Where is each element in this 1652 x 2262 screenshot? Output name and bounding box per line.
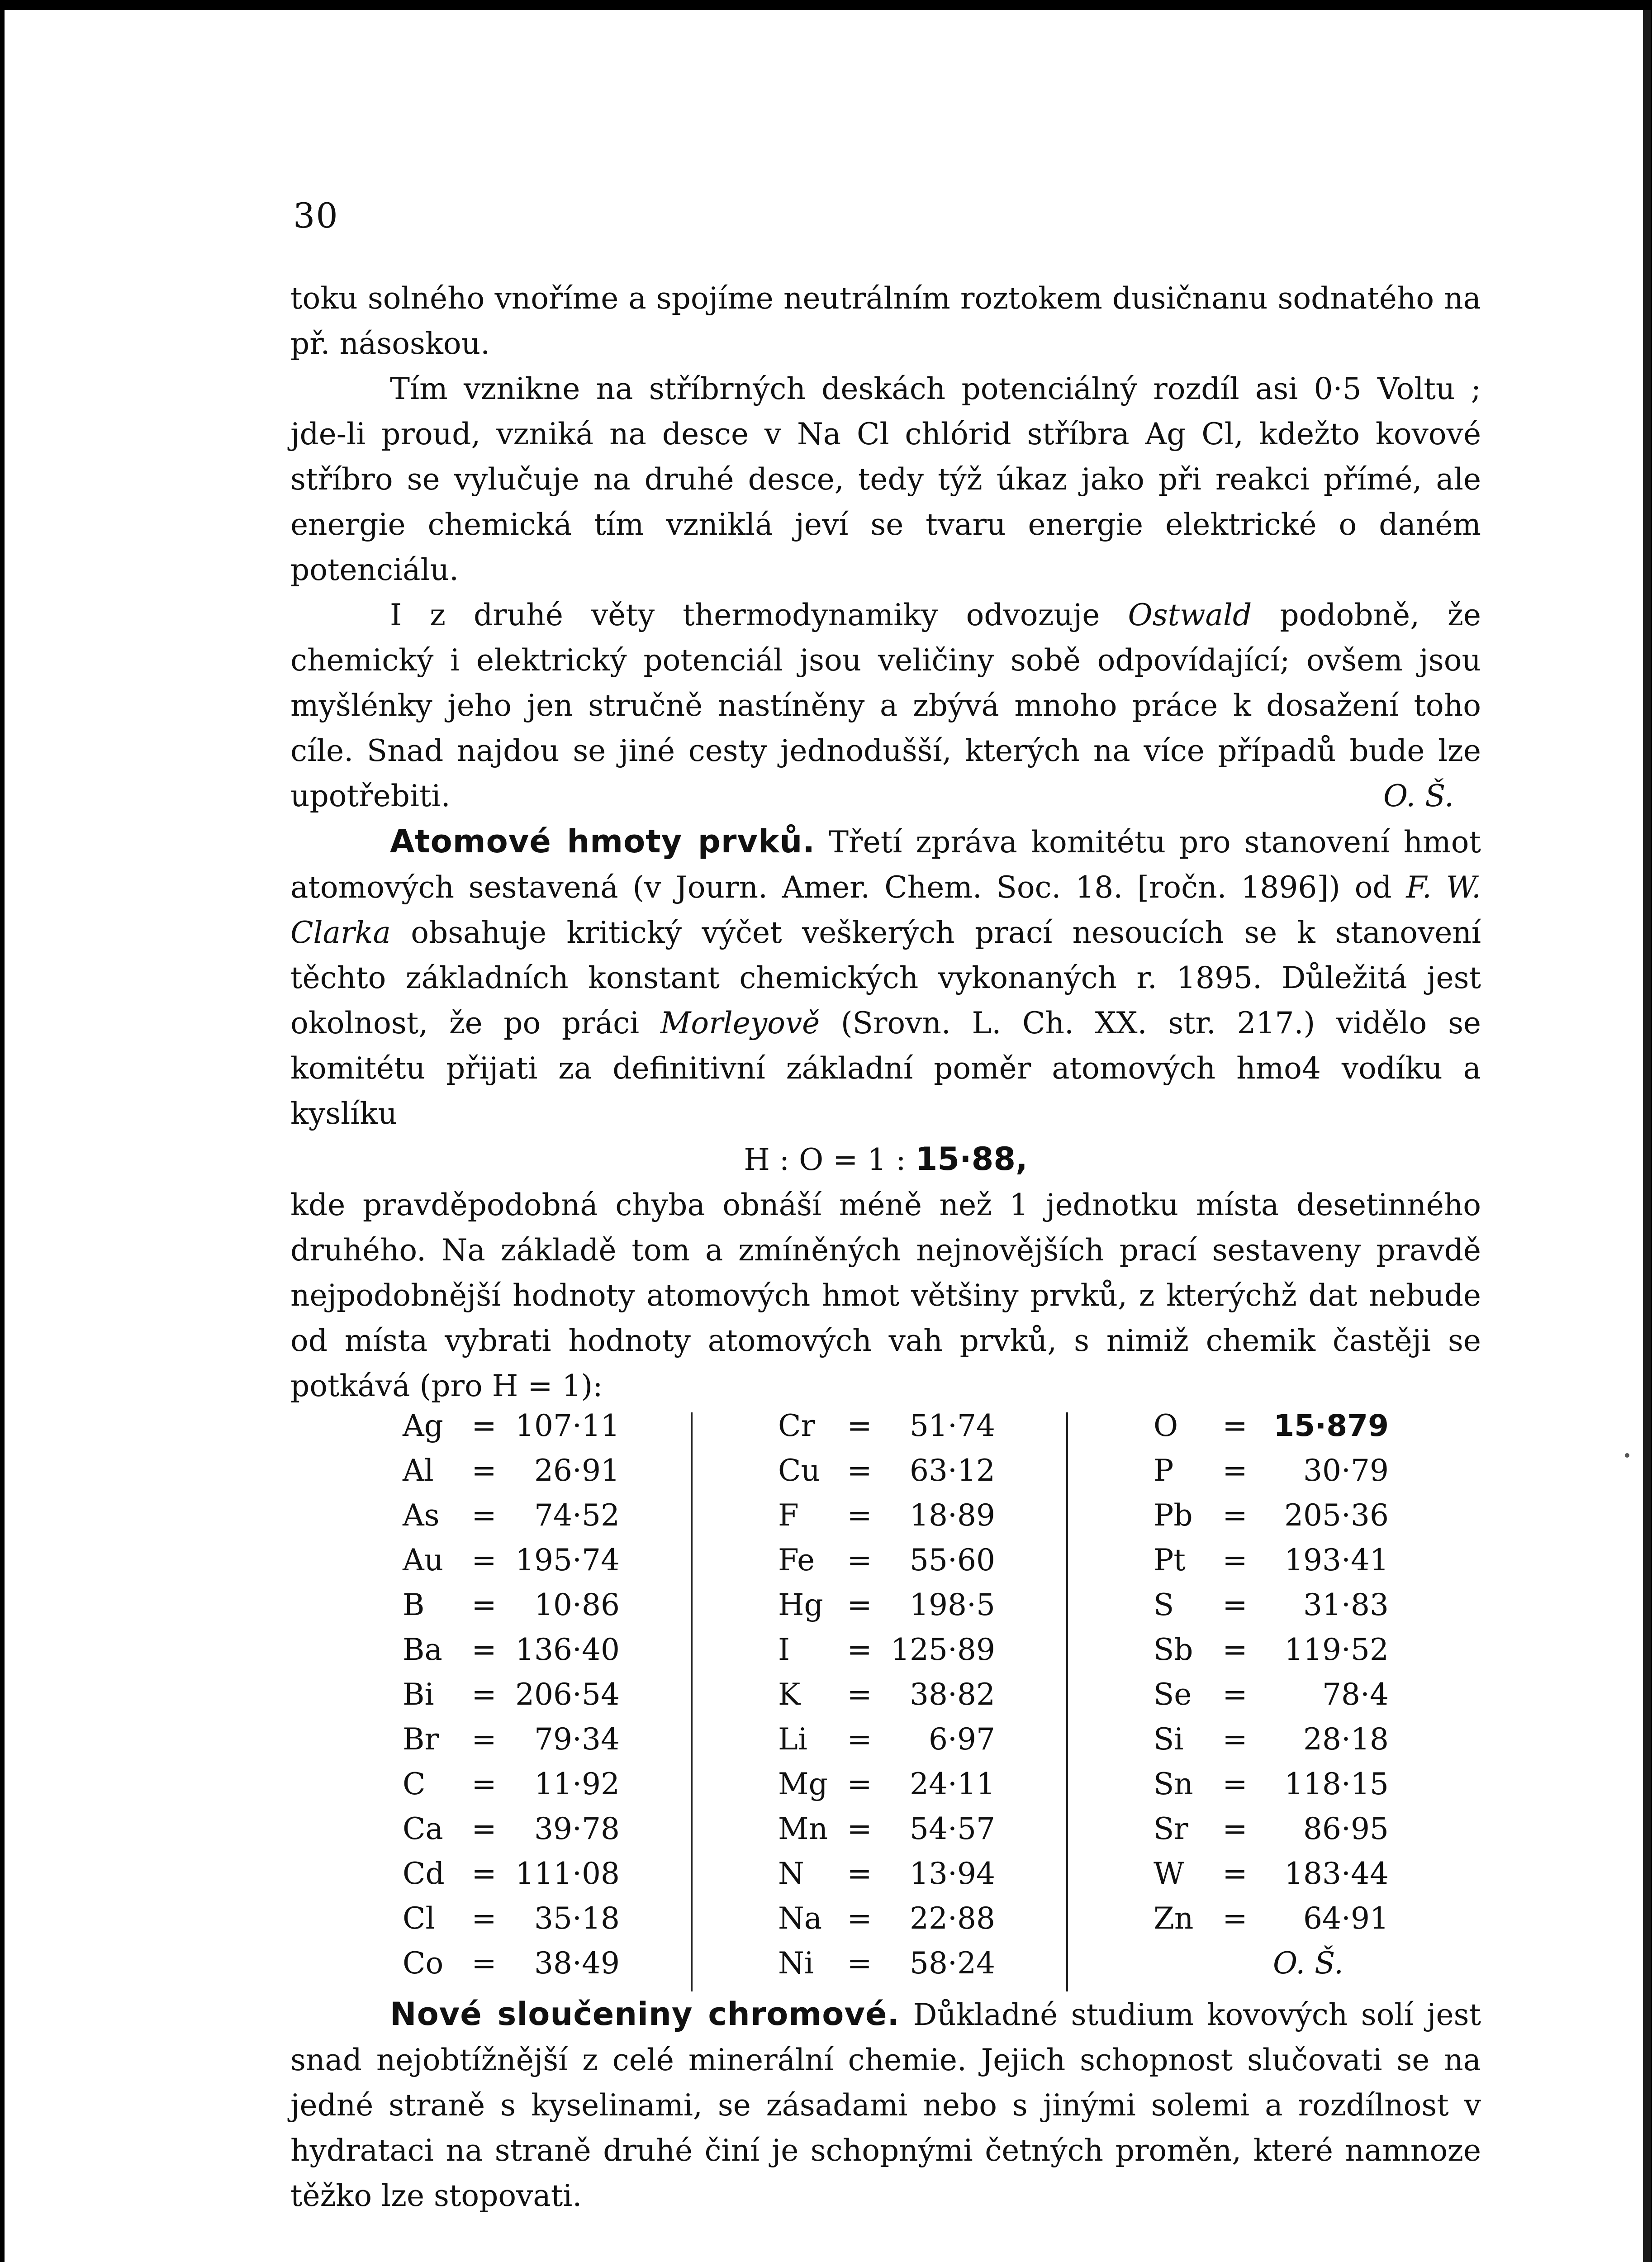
equals-sign: = xyxy=(471,1946,497,1981)
element-symbol: Al xyxy=(403,1453,434,1488)
element-symbol: Bi xyxy=(403,1677,434,1712)
signature-2: O. Š. xyxy=(1272,1946,1343,1981)
author-morley: Morleyově xyxy=(660,1006,820,1041)
section-chromium xyxy=(290,1991,1481,2219)
table-row xyxy=(403,1493,638,1538)
element-symbol: Sr xyxy=(1154,1811,1188,1846)
element-symbol: Cl xyxy=(403,1901,435,1936)
equals-sign: = xyxy=(847,1722,872,1757)
table-row xyxy=(403,1448,638,1493)
page-number: 30 xyxy=(293,195,339,236)
equals-sign: = xyxy=(1222,1722,1248,1757)
element-symbol: Se xyxy=(1154,1677,1192,1712)
equals-sign: = xyxy=(847,1901,872,1936)
atomic-weight-value: 78·4 xyxy=(1322,1677,1389,1712)
section-chromium-paragraph xyxy=(290,1991,1481,2219)
element-symbol: W xyxy=(1154,1856,1184,1891)
table-row xyxy=(1154,1493,1407,1538)
table-row xyxy=(778,1448,1013,1493)
table-column-1 xyxy=(403,1403,638,1986)
element-symbol: Au xyxy=(403,1543,444,1578)
atomic-weight-value: 39·78 xyxy=(534,1811,620,1846)
equals-sign: = xyxy=(471,1767,497,1801)
element-symbol: N xyxy=(778,1856,804,1891)
atomic-weight-value: 206·54 xyxy=(515,1677,620,1712)
paragraph-3-text-a: I z druhé věty thermodynamiky odvozuje xyxy=(390,598,1100,632)
table-row xyxy=(778,1538,1013,1582)
section-heading-atomic-weights: Atomové hmoty prvků. xyxy=(390,823,815,860)
equals-sign: = xyxy=(847,1677,872,1712)
atomic-weight-value: 35·18 xyxy=(534,1901,620,1936)
table-row xyxy=(403,1851,638,1896)
equals-sign: = xyxy=(847,1767,872,1801)
atomic-weight-value: 198·5 xyxy=(910,1587,995,1622)
element-symbol: Pt xyxy=(1154,1543,1186,1578)
atomic-weight-value: 79·34 xyxy=(534,1722,620,1757)
paragraph-3-text-b: podobně, že chemický i elektrický potenciál jsou veličiny sobě odpovídající; ovšem jsou myšlénky jeho jen stručně nastíněny a zbývá mnoho práce k dosažení toho cíle. Snad najdou se jiné cesty jednodušší, kterých na více případů bude lze upotřebiti. xyxy=(290,598,1481,813)
atomic-weight-value: 31·83 xyxy=(1303,1587,1389,1622)
atomic-weight-value: 193·41 xyxy=(1284,1543,1389,1578)
section1-text-b: obsahuje kritický výčet veškerých prací nesoucích se k stanovení těchto základních konstant chemických vykonaných r. 1895. Důležitá jest okolnost, že po práci xyxy=(290,915,1481,1041)
element-symbol: Li xyxy=(778,1722,807,1757)
element-symbol: Ba xyxy=(403,1632,442,1667)
atomic-weight-value: 6·97 xyxy=(929,1722,995,1757)
element-symbol: Cd xyxy=(403,1856,445,1891)
equals-sign: = xyxy=(471,1632,497,1667)
element-symbol: Ag xyxy=(403,1408,443,1443)
column-divider xyxy=(691,1412,693,1991)
atomic-weight-value: 10·86 xyxy=(534,1587,620,1622)
atomic-weight-value: 15·879 xyxy=(1273,1408,1389,1443)
atomic-weight-value: 28·18 xyxy=(1303,1722,1389,1757)
atomic-weight-value: 205·36 xyxy=(1284,1498,1389,1533)
equals-sign: = xyxy=(471,1453,497,1488)
element-symbol: Mg xyxy=(778,1767,828,1801)
signature-1: O. Š. xyxy=(1383,779,1454,813)
equals-sign: = xyxy=(471,1856,497,1891)
atomic-weight-value: 118·15 xyxy=(1284,1767,1389,1801)
table-row xyxy=(778,1941,1013,1986)
table-row xyxy=(403,1806,638,1851)
atomic-weight-value: 111·08 xyxy=(515,1856,620,1891)
table-column-2 xyxy=(778,1403,1013,1986)
author-clark: F. W. Clarka xyxy=(290,870,1481,950)
scanned-page xyxy=(5,10,1651,2262)
equals-sign: = xyxy=(471,1543,497,1578)
element-symbol: C xyxy=(403,1767,426,1801)
equals-sign: = xyxy=(847,1408,872,1443)
element-symbol: Na xyxy=(778,1901,822,1936)
table-row xyxy=(778,1762,1013,1806)
equals-sign: = xyxy=(471,1722,497,1757)
atomic-weight-value: 125·89 xyxy=(891,1632,995,1667)
element-symbol: Ca xyxy=(403,1811,443,1846)
table-row xyxy=(1154,1762,1407,1806)
table-row xyxy=(1154,1717,1407,1762)
equals-sign: = xyxy=(1222,1901,1248,1936)
atomic-weight-value: 183·44 xyxy=(1284,1856,1389,1891)
atomic-weight-value: 26·91 xyxy=(534,1453,620,1488)
table-row xyxy=(778,1627,1013,1672)
atomic-weight-value: 119·52 xyxy=(1284,1632,1389,1667)
section1-text-d: kde pravděpodobná chyba obnáší méně než 1 jednotku místa desetinného druhého. Na základě tom a zmíněných nejnovějších prací sestaveny pravdě nejpodobnější hodnoty atomových hmot většiny prvků, z kterýchž dat nebude od místa vybrati hodnoty atomových vah prvků, s nimiž chemik častěji se potkává (pro H = 1): xyxy=(290,1188,1481,1403)
table-row xyxy=(778,1403,1013,1448)
equals-sign: = xyxy=(471,1811,497,1846)
table-row xyxy=(778,1582,1013,1627)
atomic-weight-value: 107·11 xyxy=(515,1408,620,1443)
table-row xyxy=(1154,1448,1407,1493)
atomic-weight-value: 38·49 xyxy=(534,1946,620,1981)
atomic-weights-table xyxy=(394,1403,1434,1987)
atomic-weight-value: 38·82 xyxy=(910,1677,995,1712)
paragraph-1: toku solného vnoříme a spojíme neutrálním roztokem dusičnanu sodnatého na př. násoskou. xyxy=(290,281,1481,361)
equals-sign: = xyxy=(471,1498,497,1533)
paragraph-2: Tím vznikne na stříbrných deskách potenciálný rozdíl asi 0·5 Voltu ; jde-li proud, vzniká na desce v Na Cl chlórid stříbra Ag Cl, kdežto kovové stříbro se vylučuje na druhé desce, tedy týž úkaz jako při reakci přímé, ale energie chemická tím vzniklá jeví se tvaru energie elektrické o daném potenciálu. xyxy=(290,371,1481,587)
equals-sign: = xyxy=(1222,1677,1248,1712)
element-symbol: Br xyxy=(403,1722,439,1757)
atomic-weight-value: 24·11 xyxy=(910,1767,995,1801)
element-symbol: As xyxy=(403,1498,440,1533)
table-column-3 xyxy=(1154,1403,1407,1986)
atomic-weight-value: 58·24 xyxy=(910,1946,995,1981)
element-symbol: Mn xyxy=(778,1811,828,1846)
section1-text-a: Třetí zpráva komitétu pro stanovení hmot atomových sestavená (v Journ. Amer. Chem. Soc. 18. [ročn. 1896]) od xyxy=(290,825,1481,905)
author-ostwald: Ostwald xyxy=(1128,598,1252,632)
atomic-weight-value: 195·74 xyxy=(515,1543,620,1578)
section2-text: Důkladné studium kovových solí jest snad nejobtížnější z celé minerální chemie. Jejich schopnost slučovati se na jedné straně s kyselinami, se zásadami nebo s jinými solemi a rozdílnost v hydrataci na straně druhé činí je schopnými četných proměn, které namnoze těžko lze stopovati. xyxy=(290,1997,1481,2213)
table-row xyxy=(1154,1851,1407,1896)
column-divider xyxy=(1066,1412,1068,1991)
atomic-weight-value: 18·89 xyxy=(910,1498,995,1533)
ratio-formula xyxy=(290,1136,1481,1183)
element-symbol: Sn xyxy=(1154,1767,1193,1801)
section-atomic-weights xyxy=(290,819,1481,1136)
equals-sign: = xyxy=(847,1453,872,1488)
element-symbol: P xyxy=(1154,1453,1174,1488)
equals-sign: = xyxy=(1222,1408,1248,1443)
table-row xyxy=(778,1851,1013,1896)
equals-sign: = xyxy=(847,1587,872,1622)
element-symbol: Cu xyxy=(778,1453,821,1488)
equals-sign: = xyxy=(847,1856,872,1891)
element-symbol: F xyxy=(778,1498,799,1533)
equals-sign: = xyxy=(1222,1767,1248,1801)
table-row xyxy=(1154,1806,1407,1851)
table-row xyxy=(778,1806,1013,1851)
equals-sign: = xyxy=(847,1543,872,1578)
element-symbol: O xyxy=(1154,1408,1178,1443)
table-row xyxy=(778,1493,1013,1538)
atomic-weight-value: 86·95 xyxy=(1303,1811,1389,1846)
table-row xyxy=(403,1717,638,1762)
atomic-weight-value: 51·74 xyxy=(910,1408,995,1443)
element-symbol: S xyxy=(1154,1587,1174,1622)
table-row xyxy=(778,1896,1013,1941)
atomic-weight-value: 30·79 xyxy=(1303,1453,1389,1488)
table-row xyxy=(1154,1403,1407,1448)
section1-text-c: (Srovn. L. Ch. XX. str. 217.) vidělo se komitétu přijati za definitivní základní poměr atomových hmo4 vodíku a kyslíku xyxy=(290,1006,1481,1131)
atomic-weight-value: 64·91 xyxy=(1303,1901,1389,1936)
table-row xyxy=(403,1762,638,1806)
table-row xyxy=(1154,1538,1407,1582)
table-row xyxy=(403,1672,638,1717)
table-row xyxy=(1154,1896,1407,1941)
formula-prefix: H : O = 1 : xyxy=(744,1142,906,1177)
table-row xyxy=(1154,1582,1407,1627)
equals-sign: = xyxy=(1222,1453,1248,1488)
atomic-weight-value: 11·92 xyxy=(534,1767,620,1801)
table-row xyxy=(778,1672,1013,1717)
equals-sign: = xyxy=(847,1632,872,1667)
atomic-weight-value: 74·52 xyxy=(534,1498,620,1533)
table-row xyxy=(403,1941,638,1986)
table-row xyxy=(403,1538,638,1582)
table-row xyxy=(1154,1627,1407,1672)
table-row xyxy=(403,1896,638,1941)
element-symbol: Co xyxy=(403,1946,444,1981)
atomic-weight-value: 63·12 xyxy=(910,1453,995,1488)
scan-speck xyxy=(1625,1453,1629,1458)
equals-sign: = xyxy=(471,1408,497,1443)
equals-sign: = xyxy=(471,1587,497,1622)
element-symbol: K xyxy=(778,1677,801,1712)
equals-sign: = xyxy=(471,1677,497,1712)
equals-sign: = xyxy=(847,1946,872,1981)
element-symbol: B xyxy=(403,1587,425,1622)
equals-sign: = xyxy=(1222,1543,1248,1578)
table-row xyxy=(1154,1672,1407,1717)
table-row xyxy=(403,1403,638,1448)
equals-sign: = xyxy=(1222,1498,1248,1533)
element-symbol: Zn xyxy=(1154,1901,1194,1936)
element-symbol: Fe xyxy=(778,1543,815,1578)
body-text xyxy=(290,276,1481,1409)
atomic-weight-value: 136·40 xyxy=(515,1632,620,1667)
table-row xyxy=(403,1582,638,1627)
equals-sign: = xyxy=(1222,1587,1248,1622)
element-symbol: Si xyxy=(1154,1722,1184,1757)
atomic-weight-value: 54·57 xyxy=(910,1811,995,1846)
atomic-weight-value: 55·60 xyxy=(910,1543,995,1578)
element-symbol: Cr xyxy=(778,1408,816,1443)
atomic-weight-value: 13·94 xyxy=(910,1856,995,1891)
equals-sign: = xyxy=(1222,1632,1248,1667)
atomic-weight-value: 22·88 xyxy=(910,1901,995,1936)
formula-value: 15·88, xyxy=(915,1141,1028,1178)
element-symbol: I xyxy=(778,1632,790,1667)
section-heading-chromium: Nové sloučeniny chromové. xyxy=(390,1996,900,2033)
equals-sign: = xyxy=(847,1811,872,1846)
equals-sign: = xyxy=(1222,1856,1248,1891)
element-symbol: Ni xyxy=(778,1946,814,1981)
equals-sign: = xyxy=(1222,1811,1248,1846)
equals-sign: = xyxy=(471,1901,497,1936)
element-symbol: Sb xyxy=(1154,1632,1193,1667)
table-row xyxy=(778,1717,1013,1762)
table-row xyxy=(403,1627,638,1672)
element-symbol: Hg xyxy=(778,1587,823,1622)
equals-sign: = xyxy=(847,1498,872,1533)
element-symbol: Pb xyxy=(1154,1498,1193,1533)
